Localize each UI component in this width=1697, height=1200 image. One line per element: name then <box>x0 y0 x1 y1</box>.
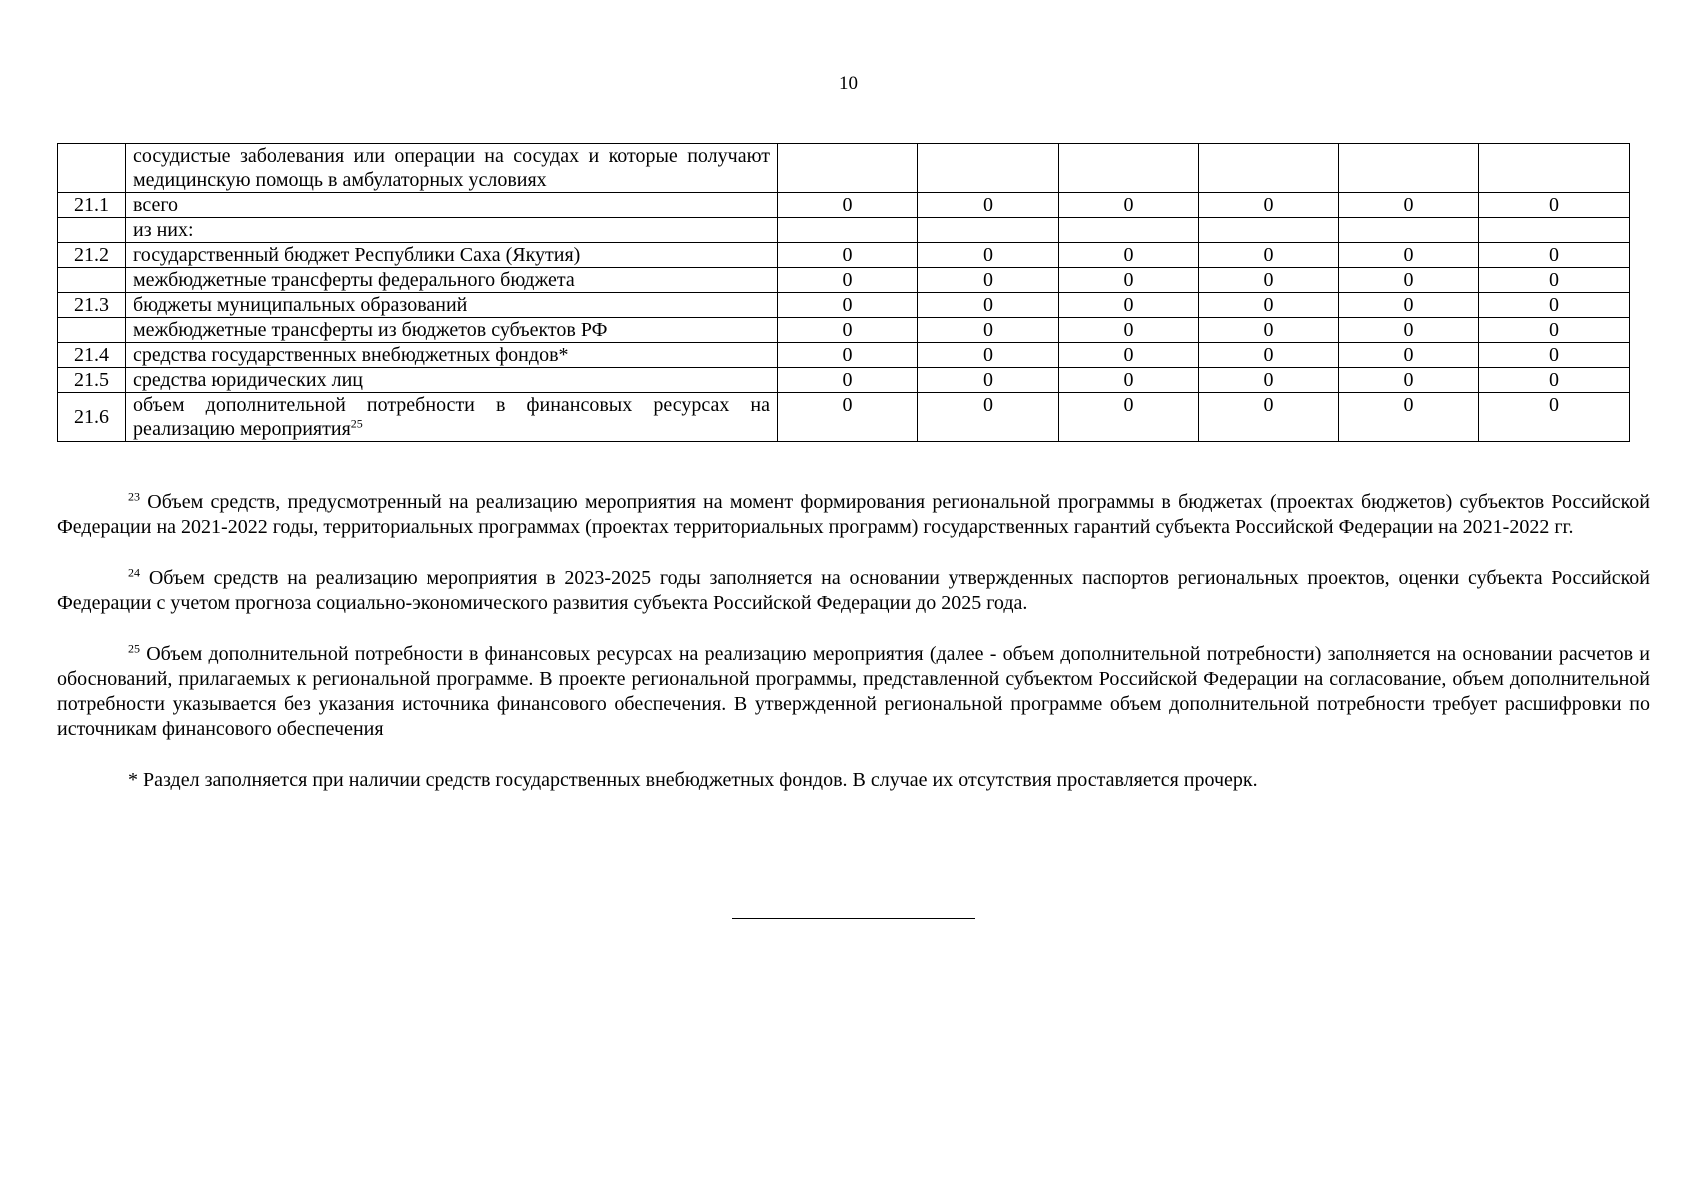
value-cell: 0 <box>918 193 1059 218</box>
value-cell: 0 <box>918 393 1059 442</box>
value-cell <box>778 218 918 243</box>
row-label: средства юридических лиц <box>133 369 363 391</box>
value-cell <box>1059 144 1199 193</box>
value-cell: 0 <box>1479 293 1630 318</box>
row-number-cell: 21.4 <box>58 343 126 368</box>
value-cell: 0 <box>778 393 918 442</box>
value-cell: 0 <box>1199 368 1339 393</box>
value-cell: 0 <box>918 293 1059 318</box>
value-cell: 0 <box>1479 368 1630 393</box>
footnote-text: Объем средств на реализацию мероприятия в 2023-2025 годы заполняется на основании утвержденных паспортов региональных проектов, оценки субъекта Российской Федерации с учетом прогноза социально-экономического развития субъекта Российской Федерации до 2025 года. <box>57 567 1650 614</box>
value-cell: 0 <box>918 243 1059 268</box>
value-cell: 0 <box>778 193 918 218</box>
value-cell: 0 <box>1199 318 1339 343</box>
table-row <box>58 268 1630 293</box>
value-cell: 0 <box>1479 393 1630 442</box>
footnote <box>57 768 1650 793</box>
row-label: межбюджетные трансферты из бюджетов субъектов РФ <box>133 319 608 341</box>
budget-sources-table <box>57 143 1630 442</box>
row-number-cell <box>58 318 126 343</box>
row-label: средства государственных внебюджетных фондов* <box>133 344 569 366</box>
row-label-cell <box>126 368 778 393</box>
value-cell: 0 <box>1199 243 1339 268</box>
footnote <box>57 566 1650 616</box>
row-label-cell <box>126 318 778 343</box>
value-cell: 0 <box>1339 293 1479 318</box>
value-cell: 0 <box>1059 393 1199 442</box>
value-cell: 0 <box>1479 268 1630 293</box>
row-label-cell <box>126 268 778 293</box>
value-cell: 0 <box>778 268 918 293</box>
value-cell <box>1339 218 1479 243</box>
value-cell: 0 <box>1339 268 1479 293</box>
footnote <box>57 490 1650 540</box>
row-label-cell <box>126 218 778 243</box>
row-number-cell: 21.1 <box>58 193 126 218</box>
table-row <box>58 368 1630 393</box>
table-body <box>58 144 1630 442</box>
value-cell: 0 <box>778 343 918 368</box>
row-number-cell: 21.6 <box>58 393 126 442</box>
value-cell: 0 <box>1199 343 1339 368</box>
row-number-cell: 21.5 <box>58 368 126 393</box>
value-cell: 0 <box>778 368 918 393</box>
value-cell: 0 <box>1199 393 1339 442</box>
value-cell <box>1479 218 1630 243</box>
value-cell: 0 <box>778 318 918 343</box>
value-cell: 0 <box>1059 343 1199 368</box>
table-row <box>58 243 1630 268</box>
table-row <box>58 293 1630 318</box>
row-number-cell <box>58 218 126 243</box>
footnote-text: Объем дополнительной потребности в финансовых ресурсах на реализацию мероприятия (далее - объем дополнительной потребности) заполняется на основании расчетов и обоснований, прилагаемых к региональной программе. В проекте региональной программы, представленной субъектом Российской Федерации на согласование, объем дополнительной потребности указывается без указания источника финансового обеспечения. В утвержденной региональной программе объем дополнительной потребности требует расшифровки по источникам финансового обеспечения <box>57 643 1650 740</box>
row-label-cell <box>126 293 778 318</box>
row-label-cell <box>126 243 778 268</box>
end-separator-line <box>732 918 975 919</box>
table-row <box>58 144 1630 193</box>
row-label: межбюджетные трансферты федерального бюджета <box>133 269 575 291</box>
footnote <box>57 642 1650 742</box>
value-cell: 0 <box>918 318 1059 343</box>
row-label: государственный бюджет Республики Саха (Якутия) <box>133 244 581 266</box>
value-cell: 0 <box>918 268 1059 293</box>
value-cell <box>1059 218 1199 243</box>
value-cell <box>918 218 1059 243</box>
value-cell <box>778 144 918 193</box>
table-row <box>58 343 1630 368</box>
value-cell: 0 <box>1479 318 1630 343</box>
table-row <box>58 193 1630 218</box>
footnotes <box>57 490 1650 819</box>
value-cell: 0 <box>1059 243 1199 268</box>
row-number-cell: 21.2 <box>58 243 126 268</box>
value-cell: 0 <box>918 368 1059 393</box>
value-cell: 0 <box>1059 268 1199 293</box>
value-cell: 0 <box>1339 368 1479 393</box>
value-cell: 0 <box>1479 243 1630 268</box>
value-cell: 0 <box>1339 193 1479 218</box>
value-cell: 0 <box>1479 193 1630 218</box>
footnote-text: Объем средств, предусмотренный на реализацию мероприятия на момент формирования региональной программы в бюджетах (проектах бюджетов) субъектов Российской Федерации на 2021-2022 годы, территориальных программах (проектах территориальных программ) государственных гарантий субъекта Российской Федерации на 2021-2022 гг. <box>57 491 1650 538</box>
value-cell: 0 <box>1339 318 1479 343</box>
value-cell <box>1479 144 1630 193</box>
value-cell: 0 <box>1059 293 1199 318</box>
value-cell: 0 <box>1059 368 1199 393</box>
value-cell: 0 <box>778 293 918 318</box>
table-row <box>58 318 1630 343</box>
row-number-cell <box>58 144 126 193</box>
value-cell: 0 <box>1059 318 1199 343</box>
row-number-cell <box>58 268 126 293</box>
row-label: из них: <box>133 219 194 241</box>
row-label: объем дополнительной потребности в финансовых ресурсах на реализацию мероприятия <box>133 394 770 440</box>
value-cell: 0 <box>1199 193 1339 218</box>
value-cell: 0 <box>1339 343 1479 368</box>
footnote-mark: 24 <box>128 565 140 580</box>
table-row <box>58 218 1630 243</box>
footnote-mark: 25 <box>128 641 140 656</box>
value-cell: 0 <box>1199 293 1339 318</box>
footnote-mark: 23 <box>128 489 140 504</box>
value-cell: 0 <box>1479 343 1630 368</box>
value-cell <box>1339 144 1479 193</box>
row-label: сосудистые заболевания или операции на сосудах и которые получают медицинскую помощь в амбулаторных условиях <box>133 145 770 191</box>
value-cell: 0 <box>1339 393 1479 442</box>
value-cell: 0 <box>1059 193 1199 218</box>
row-label: бюджеты муниципальных образований <box>133 294 468 316</box>
value-cell: 0 <box>1199 268 1339 293</box>
value-cell <box>1199 218 1339 243</box>
page-number: 10 <box>839 73 858 94</box>
row-label-cell <box>126 343 778 368</box>
footnote-text: * Раздел заполняется при наличии средств государственных внебюджетных фондов. В случае их отсутствия проставляется прочерк. <box>128 769 1258 791</box>
row-label: всего <box>133 194 179 216</box>
row-label-cell <box>126 393 778 442</box>
footnote-reference: 25 <box>350 416 363 431</box>
value-cell <box>918 144 1059 193</box>
value-cell <box>1199 144 1339 193</box>
row-number-cell: 21.3 <box>58 293 126 318</box>
value-cell: 0 <box>1339 243 1479 268</box>
row-label-cell <box>126 144 778 193</box>
value-cell: 0 <box>778 243 918 268</box>
value-cell: 0 <box>918 343 1059 368</box>
row-label-cell <box>126 193 778 218</box>
table-row <box>58 393 1630 442</box>
